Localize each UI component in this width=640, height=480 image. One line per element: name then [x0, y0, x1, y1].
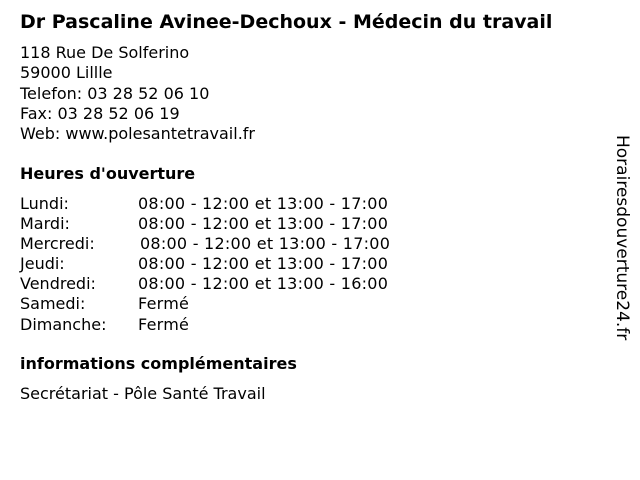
- time-range: Fermé: [138, 314, 190, 334]
- day-label: Dimanche:: [20, 314, 107, 334]
- street-address: 118 Rue De Solferino: [20, 43, 190, 62]
- page-title: Dr Pascaline Avinee-Dechoux - Médecin du travail: [20, 11, 553, 33]
- time-range: 08:00 - 12:00 et 13:00 - 17:00: [138, 254, 389, 274]
- day-label: Mardi:: [20, 214, 70, 234]
- website: Web: www.polesantetravail.fr: [20, 124, 255, 144]
- day-label: Mercredi:: [20, 234, 95, 254]
- time-range: 08:00 - 12:00 et 13:00 - 17:00: [138, 194, 389, 213]
- site-watermark: Horairesdouverture24.fr: [612, 135, 632, 341]
- day-label: Jeudi:: [20, 254, 65, 274]
- additional-info-text: Secrétariat - Pôle Santé Travail: [20, 384, 266, 403]
- time-range: Fermé: [138, 294, 190, 314]
- city-address: 59000 Lillle: [20, 63, 113, 83]
- opening-hours-heading: Heures d'ouverture: [20, 164, 196, 183]
- phone-number: Telefon: 03 28 52 06 10: [20, 83, 210, 103]
- day-label: Lundi:: [20, 194, 69, 213]
- time-range: 08:00 - 12:00 et 13:00 - 17:00: [140, 234, 391, 254]
- day-label: Vendredi:: [20, 274, 96, 294]
- additional-info-heading: informations complémentaires: [20, 354, 297, 373]
- time-range: 08:00 - 12:00 et 13:00 - 17:00: [138, 214, 389, 234]
- address-block: [20, 43, 255, 144]
- time-range: 08:00 - 12:00 et 13:00 - 16:00: [138, 274, 389, 294]
- fax-number: Fax: 03 28 52 06 19: [20, 103, 180, 123]
- day-label: Samedi:: [20, 294, 86, 314]
